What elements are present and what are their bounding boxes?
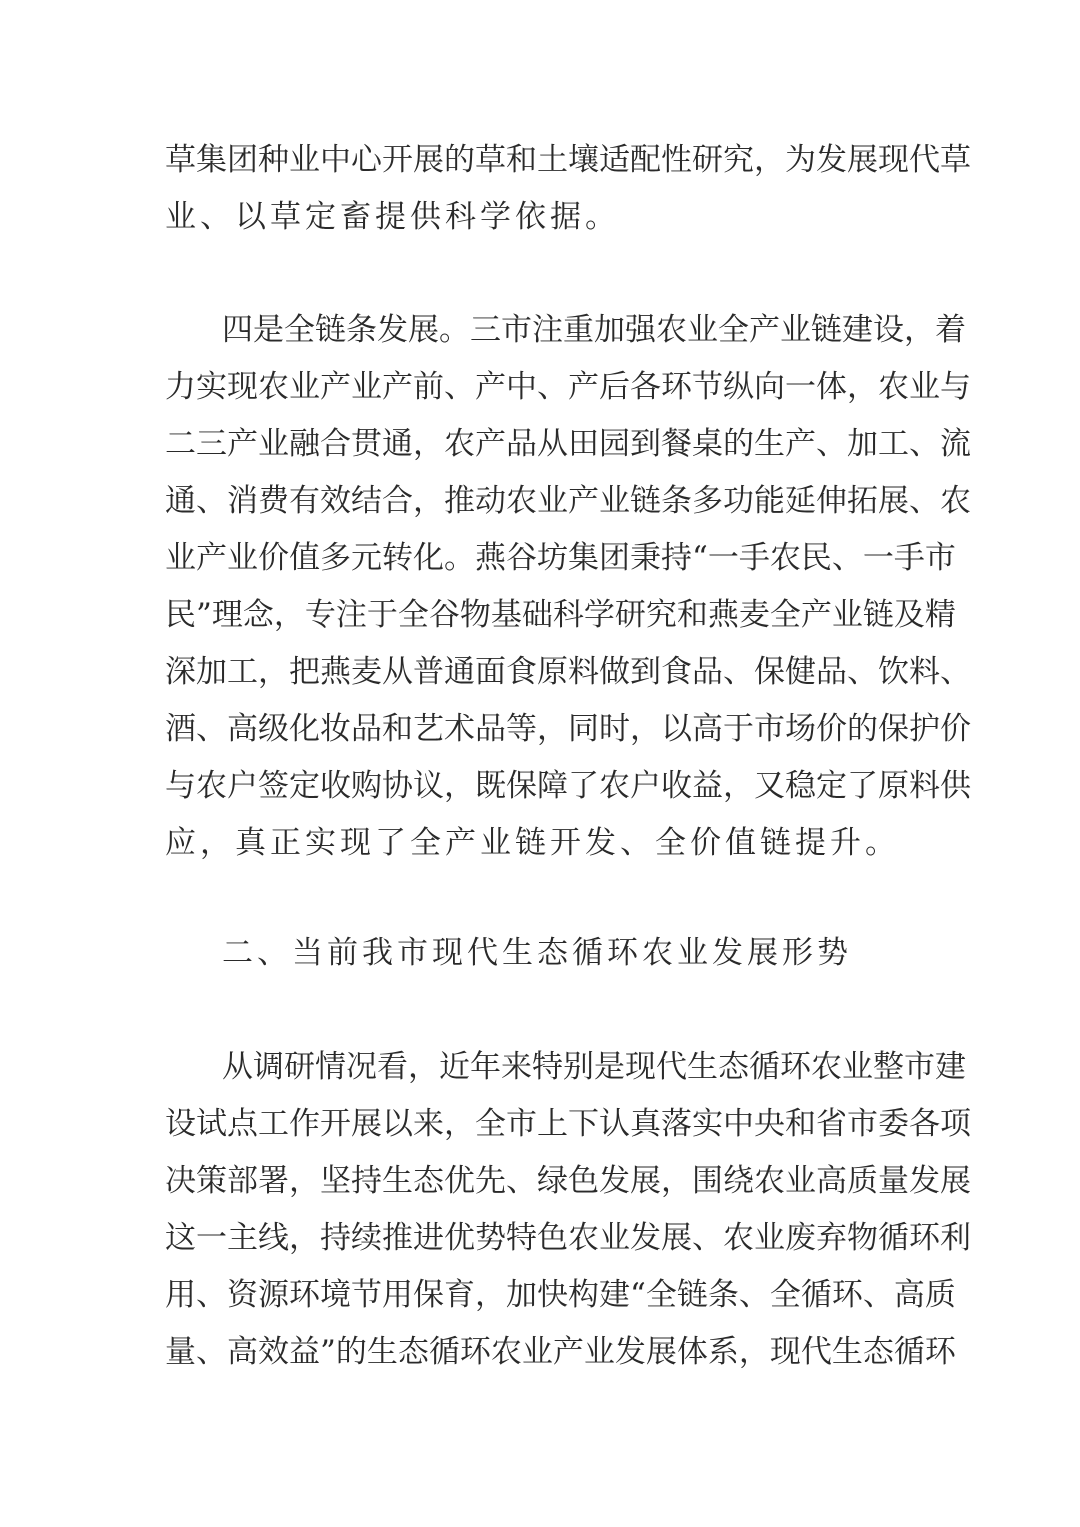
- paragraph-2-line-7: 深加工，把燕麦从普通面食原料做到食品、保健品、饮料、: [165, 654, 971, 690]
- paragraph-1-line-1: 草集团种业中心开展的草和土壤适配性研究，为发展现代草: [165, 142, 971, 178]
- paragraph-2-line-3: 二三产业融合贯通，农产品从田园到餐桌的生产、加工、流: [165, 426, 971, 462]
- section-heading: 二、当前我市现代生态循环农业发展形势: [222, 935, 852, 971]
- paragraph-3-line-6: 量、高效益”的生态循环农业产业发展体系，现代生态循环: [165, 1334, 956, 1370]
- paragraph-2-line-1: 四是全链条发展。三市注重加强农业全产业链建设，着: [222, 312, 966, 348]
- paragraph-1-line-2: 业、以草定畜提供科学依据。: [165, 199, 620, 235]
- paragraph-2-line-8: 酒、高级化妆品和艺术品等，同时，以高于市场价的保护价: [165, 711, 971, 747]
- paragraph-3-line-4: 这一主线，持续推进优势特色农业发展、农业废弃物循环利: [165, 1220, 971, 1256]
- paragraph-3-line-1: 从调研情况看，近年来特别是现代生态循环农业整市建: [222, 1049, 966, 1085]
- paragraph-2-line-5: 业产业价值多元转化。燕谷坊集团秉持“一手农民、一手市: [165, 540, 956, 576]
- paragraph-2-line-6: 民”理念，专注于全谷物基础科学研究和燕麦全产业链及精: [165, 597, 956, 633]
- paragraph-2-line-9: 与农户签定收购协议，既保障了农户收益，又稳定了原料供: [165, 768, 971, 804]
- paragraph-3-line-3: 决策部署，坚持生态优先、绿色发展，围绕农业高质量发展: [165, 1163, 971, 1199]
- paragraph-2-line-4: 通、消费有效结合，推动农业产业链条多功能延伸拓展、农: [165, 483, 971, 519]
- paragraph-3-line-5: 用、资源环境节用保育，加快构建“全链条、全循环、高质: [165, 1277, 956, 1313]
- paragraph-2-line-2: 力实现农业产业产前、产中、产后各环节纵向一体，农业与: [165, 369, 971, 405]
- paragraph-3-line-2: 设试点工作开展以来，全市上下认真落实中央和省市委各项: [165, 1106, 971, 1142]
- paragraph-2-line-10: 应，真正实现了全产业链开发、全价值链提升。: [165, 825, 900, 861]
